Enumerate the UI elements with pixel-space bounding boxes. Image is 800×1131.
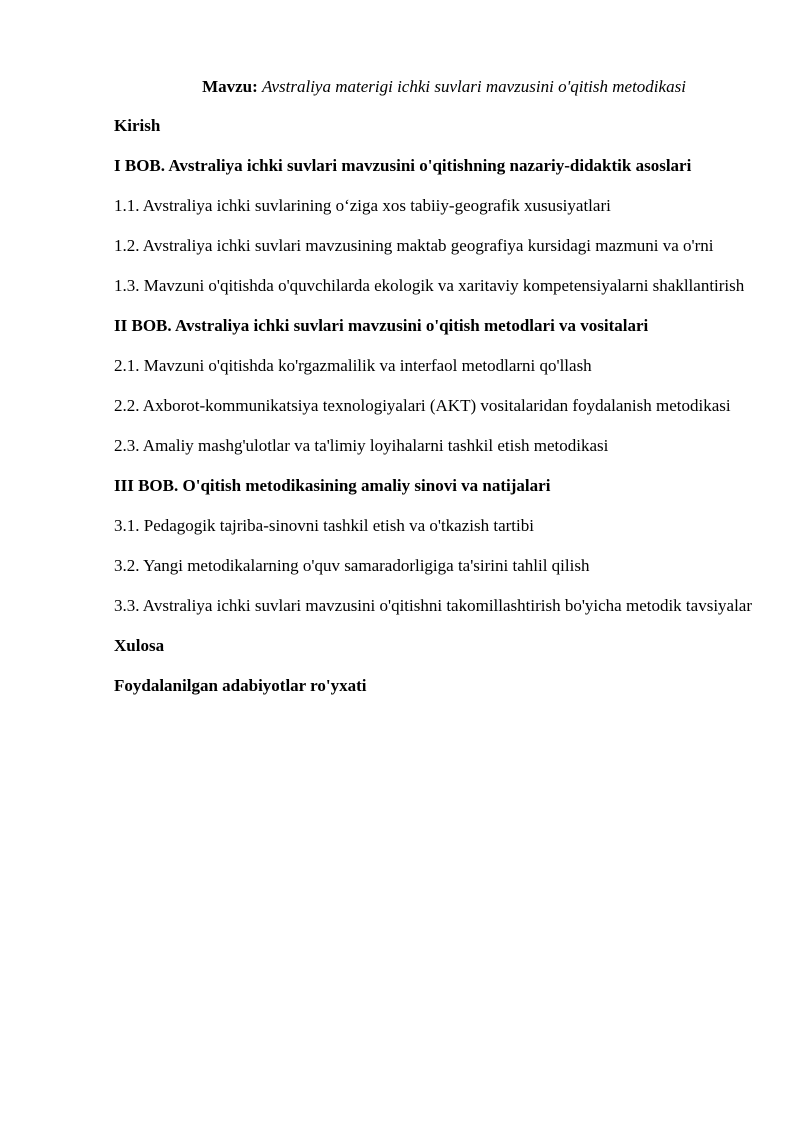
- toc-chapter-1: I BOB. Avstraliya ichki suvlari mavzusini o'qitishning nazariy-didaktik asoslari: [114, 156, 692, 175]
- toc-section-2-2: 2.2. Axborot-kommunikatsiya texnologiyalari (AKT) vositalaridan foydalanish metodikasi: [114, 396, 731, 415]
- toc-conclusion: Xulosa: [114, 636, 165, 655]
- topic-line: [114, 76, 754, 97]
- toc-section-1-1: 1.1. Avstraliya ichki suvlarining o‘ziga xos tabiiy-geografik xususiyatlari: [114, 196, 611, 215]
- toc-section-1-2: 1.2. Avstraliya ichki suvlari mavzusining maktab geografiya kursidagi mazmuni va o'rni: [114, 236, 714, 255]
- toc-section-2-1: 2.1. Mavzuni o'qitishda ko'rgazmalilik va interfaol metodlarni qo'llash: [114, 356, 592, 375]
- toc-section-3-3: 3.3. Avstraliya ichki suvlari mavzusini o'qitishni takomillashtirish bo'yicha metodik tavsiyalar: [114, 596, 753, 615]
- toc-intro: Kirish: [114, 116, 161, 135]
- toc-section-2-3: 2.3. Amaliy mashg'ulotlar va ta'limiy loyihalarni tashkil etish metodikasi: [114, 436, 609, 455]
- toc-chapter-3: III BOB. O'qitish metodikasining amaliy sinovi va natijalari: [114, 476, 551, 495]
- toc-chapter-2: II BOB. Avstraliya ichki suvlari mavzusini o'qitish metodlari va vositalari: [114, 316, 649, 335]
- toc-section-3-2: 3.2. Yangi metodikalarning o'quv samaradorligiga ta'sirini tahlil qilish: [114, 556, 590, 575]
- document-content: [114, 76, 754, 715]
- toc-references: Foydalanilgan adabiyotlar ro'yxati: [114, 676, 367, 695]
- topic-label: Mavzu:: [202, 77, 258, 96]
- toc-section-3-1: 3.1. Pedagogik tajriba-sinovni tashkil etish va o'tkazish tartibi: [114, 516, 534, 535]
- topic-title: Avstraliya materigi ichki suvlari mavzusini o'qitish metodikasi: [262, 77, 686, 96]
- toc-section-1-3: 1.3. Mavzuni o'qitishda o'quvchilarda ekologik va xaritaviy kompetensiyalarni shakllantirish: [114, 276, 745, 295]
